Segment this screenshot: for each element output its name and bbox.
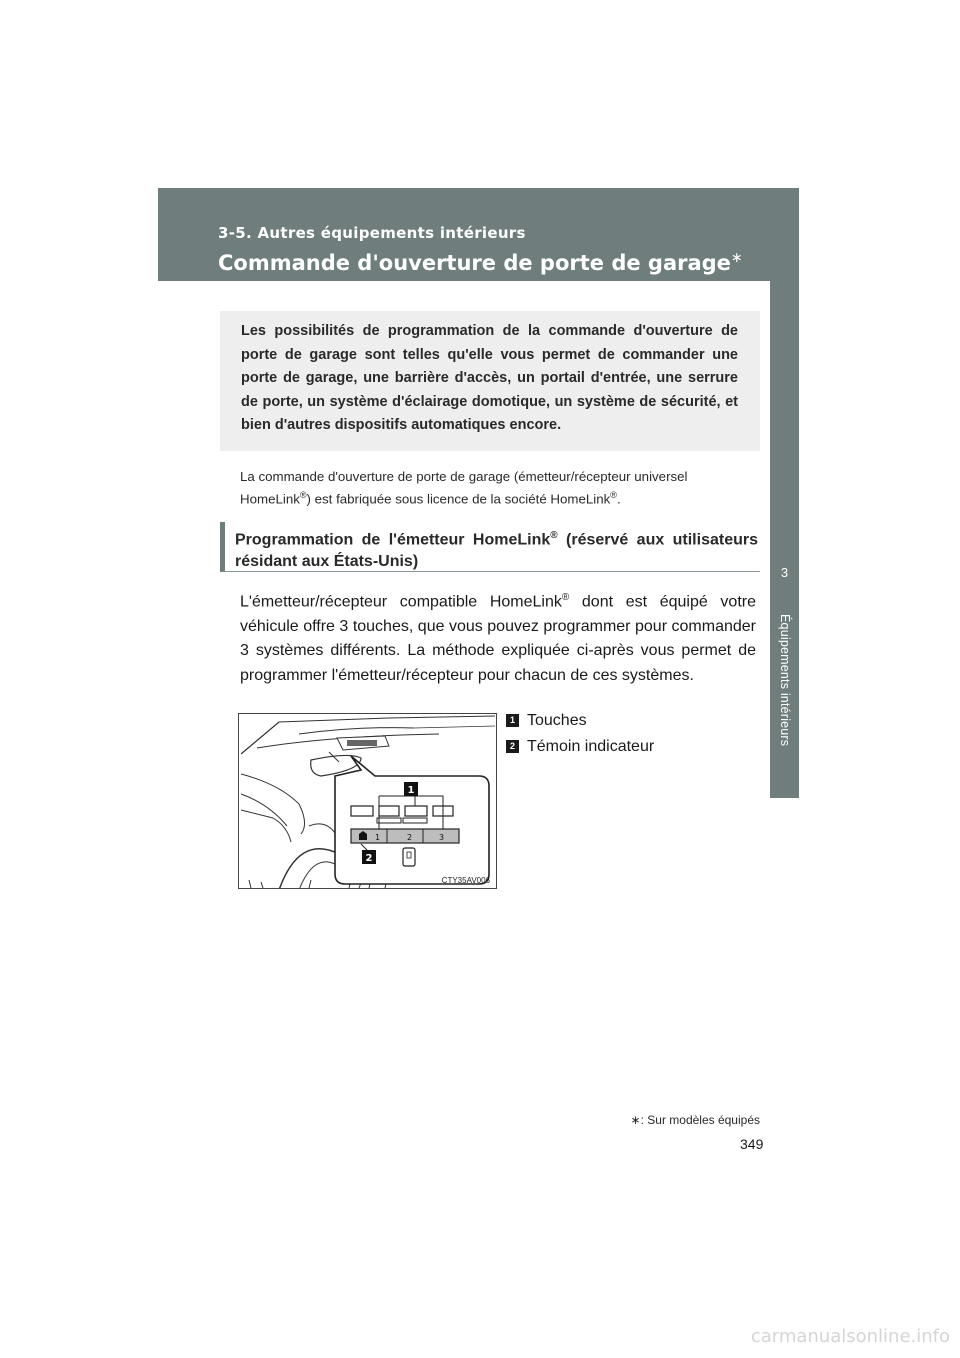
registered-mark: ®: [550, 530, 558, 541]
legend-label-2: Témoin indicateur: [527, 738, 655, 755]
notice-text-1: La commande d'ouverture de porte de garage (émetteur/récepteur universel HomeLink: [240, 469, 688, 507]
footnote-text: : Sur modèles équipés: [640, 1113, 760, 1127]
callout-2: 2: [365, 853, 373, 864]
section-label: 3-5. Autres équipements intérieurs: [218, 224, 526, 242]
body-text-2: dont est équipé votre véhicule offre 3 touches, que vous pouvez programmer pour commander 3 systèmes différents. La méthode expliquée ci-après vous permet de programmer l'émetteur/récepteur pour chacun de ces systèmes.: [240, 593, 756, 684]
subsection-title-1: Programmation de l'émetteur HomeLink: [235, 531, 551, 549]
homelink-illustration: [239, 714, 496, 888]
button-label-1: 1: [375, 833, 381, 842]
legend-label-1: Touches: [527, 712, 587, 729]
subsection-title: [235, 525, 758, 573]
page-number: 349: [740, 1136, 764, 1152]
intro-text: Les possibilités de programmation de la commande d'ouverture de porte de garage sont telles qu'elle vous permet de commander une porte de garage, une barrière d'accès, un portail d'entrée, une serrure de porte, un système d'éclairage domotique, un système de sécurité, et bien d'autres dispositifs automatiques encore.: [241, 323, 738, 433]
license-notice: [240, 468, 756, 508]
legend-number-2: 2: [506, 740, 519, 753]
chapter-title: Équipements intérieurs: [778, 614, 792, 747]
legend-item-buttons: [506, 712, 587, 730]
button-label-3: 3: [439, 833, 445, 842]
body-paragraph: [240, 586, 756, 688]
legend-number-1: 1: [506, 714, 519, 727]
registered-mark: ®: [610, 490, 617, 500]
callout-1: 1: [407, 785, 415, 796]
watermark-strip: [0, 1322, 960, 1358]
subsection-title-2: (réservé aux utilisateurs résidant aux États-Unis): [235, 531, 758, 571]
chapter-side-tab: [770, 281, 799, 798]
registered-mark: ®: [561, 592, 570, 603]
button-label-2: 2: [407, 833, 413, 842]
asterisk-icon: ∗: [630, 1113, 641, 1127]
legend-item-indicator: [506, 738, 654, 756]
notice-text-3: .: [616, 491, 621, 507]
header-band: [158, 188, 799, 281]
subsection-heading: [220, 522, 760, 572]
body-text-1: L'émetteur/récepteur compatible HomeLink: [240, 593, 562, 611]
watermark: carmanualsonline.info: [750, 1326, 950, 1347]
asterisk-icon: ∗: [730, 250, 743, 266]
notice-text-2: ) est fabriquée sous licence de la société HomeLink: [306, 491, 611, 507]
intro-box: [220, 311, 760, 451]
footnote: [631, 1113, 760, 1127]
figure-code: CTY35AV006: [441, 876, 490, 885]
registered-mark: ®: [299, 490, 307, 500]
homelink-figure: [238, 713, 497, 889]
chapter-number: 3: [780, 565, 789, 580]
page-title-text: Commande d'ouverture de porte de garage: [218, 251, 731, 275]
page-title: [218, 250, 743, 275]
